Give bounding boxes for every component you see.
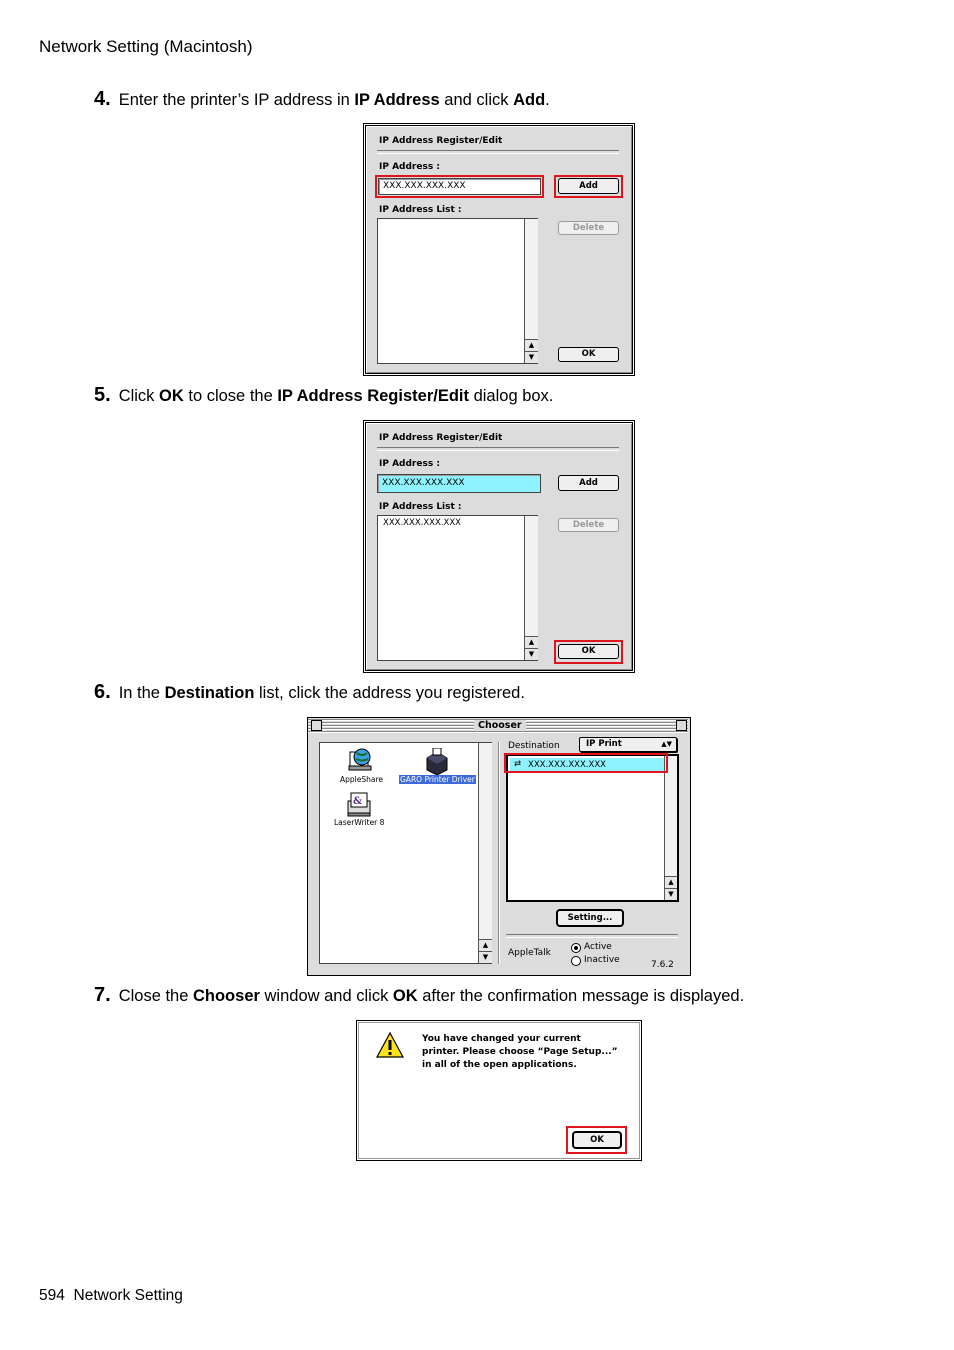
scrollbar[interactable] (478, 743, 492, 963)
divider (377, 447, 619, 451)
step-4 (94, 88, 550, 111)
step-text: . (545, 91, 550, 109)
step-text: to close the (183, 387, 278, 405)
dialog-title: IP Address Register/Edit (379, 136, 503, 146)
scroll-down-icon[interactable]: ▼ (525, 648, 538, 660)
step-bold: Destination (164, 684, 255, 702)
scroll-down-icon[interactable]: ▼ (665, 888, 677, 900)
warning-icon (376, 1032, 404, 1061)
step-6 (94, 681, 525, 704)
scroll-down-icon[interactable]: ▼ (525, 351, 538, 363)
icon-label-garo-selected: GARO Printer Driver (400, 775, 475, 784)
scroll-up-icon[interactable]: ▲ (525, 636, 538, 648)
step-bold: Chooser (192, 987, 260, 1005)
select-value: IP Print (586, 739, 622, 749)
alert-line-2: printer. Please choose “Page Setup...” (422, 1047, 618, 1057)
radio-active[interactable] (571, 943, 581, 953)
destination-select[interactable] (579, 737, 677, 752)
destination-row-arrows-icon: ⇄ (514, 759, 522, 769)
divider (498, 742, 500, 964)
appleshare-icon[interactable] (347, 747, 375, 776)
step-bold: IP Address (354, 91, 440, 109)
step-bold: IP Address Register/Edit (277, 387, 469, 405)
close-box-icon[interactable] (311, 720, 322, 731)
collapse-box-icon[interactable] (676, 720, 687, 731)
ip-address-input[interactable]: XXX.XXX.XXX.XXX (377, 474, 541, 493)
step-text: list, click the address you registered. (254, 684, 525, 702)
svg-text:&: & (353, 796, 363, 807)
scrollbar[interactable] (664, 756, 677, 900)
alert-line-1: You have changed your current (422, 1034, 581, 1044)
page-footer (39, 1287, 183, 1305)
step-text: Click (118, 387, 160, 405)
ip-address-input[interactable]: XXX.XXX.XXX.XXX (378, 178, 541, 195)
scroll-up-icon[interactable]: ▲ (665, 876, 677, 888)
step-text: Close the (118, 987, 193, 1005)
step-bold: OK (159, 387, 184, 405)
add-button[interactable]: Add (558, 475, 619, 491)
ip-address-list[interactable] (377, 218, 538, 364)
scrollbar[interactable] (524, 516, 538, 660)
laserwriter-icon[interactable] (345, 791, 373, 820)
destination-label: Destination (508, 741, 560, 751)
scroll-down-icon[interactable]: ▼ (479, 951, 492, 963)
add-button[interactable]: Add (558, 178, 619, 194)
highlight-destination-item (504, 753, 668, 773)
step-number: 7. (94, 984, 111, 1006)
step-number: 5. (94, 384, 111, 406)
ip-list-label: IP Address List : (379, 502, 462, 512)
ok-button[interactable]: OK (572, 1131, 622, 1149)
running-header: Network Setting (Macintosh) (39, 37, 253, 56)
delete-button[interactable]: Delete (558, 518, 619, 532)
setting-button[interactable]: Setting... (556, 909, 624, 927)
step-bold: Add (513, 91, 546, 109)
step-text: dialog box. (469, 387, 554, 405)
icon-label-appleshare: AppleShare (340, 775, 383, 784)
step-text: after the confirmation message is displayed. (417, 987, 745, 1005)
step-text: Enter the printer’s IP address in (118, 91, 355, 109)
highlight-ip-input (375, 175, 544, 198)
scroll-up-icon[interactable]: ▲ (525, 339, 538, 351)
popup-arrow-icon: ▲▼ (661, 740, 672, 748)
appletalk-label: AppleTalk (508, 948, 551, 958)
step-text: and click (439, 91, 514, 109)
divider (377, 150, 619, 154)
step-5 (94, 384, 553, 407)
destination-list[interactable] (506, 754, 679, 902)
ip-address-list[interactable] (377, 515, 538, 661)
inactive-label: Inactive (584, 955, 620, 965)
step-text: window and click (259, 987, 393, 1005)
divider (506, 934, 678, 938)
footer-section: Network Setting (73, 1287, 183, 1304)
step-text: In the (118, 684, 165, 702)
step-number: 6. (94, 681, 111, 703)
destination-item[interactable]: XXX.XXX.XXX.XXX (528, 760, 606, 770)
ip-list-label: IP Address List : (379, 205, 462, 215)
ok-button[interactable]: OK (558, 644, 619, 659)
window-title: Chooser (474, 720, 526, 731)
scroll-up-icon[interactable]: ▲ (479, 939, 492, 951)
ip-address-label: IP Address : (379, 459, 440, 469)
step-7 (94, 984, 744, 1007)
version-label: 7.6.2 (651, 960, 674, 970)
alert-line-3: in all of the open applications. (422, 1060, 577, 1070)
icon-label-laserwriter: LaserWriter 8 (334, 818, 385, 827)
dialog-title: IP Address Register/Edit (379, 433, 503, 443)
step-bold: OK (392, 987, 418, 1005)
page-number: 594 (39, 1287, 65, 1304)
highlight-ok-button (566, 1126, 627, 1154)
scrollbar[interactable] (524, 219, 538, 363)
radio-inactive[interactable] (571, 956, 581, 966)
step-number: 4. (94, 88, 111, 110)
active-label: Active (584, 942, 612, 952)
ok-button[interactable]: OK (558, 347, 619, 362)
delete-button[interactable]: Delete (558, 221, 619, 235)
highlight-add-button (554, 175, 623, 198)
highlight-ok-button (554, 640, 623, 664)
ip-address-label: IP Address : (379, 162, 440, 172)
list-item[interactable]: XXX.XXX.XXX.XXX (383, 518, 461, 528)
